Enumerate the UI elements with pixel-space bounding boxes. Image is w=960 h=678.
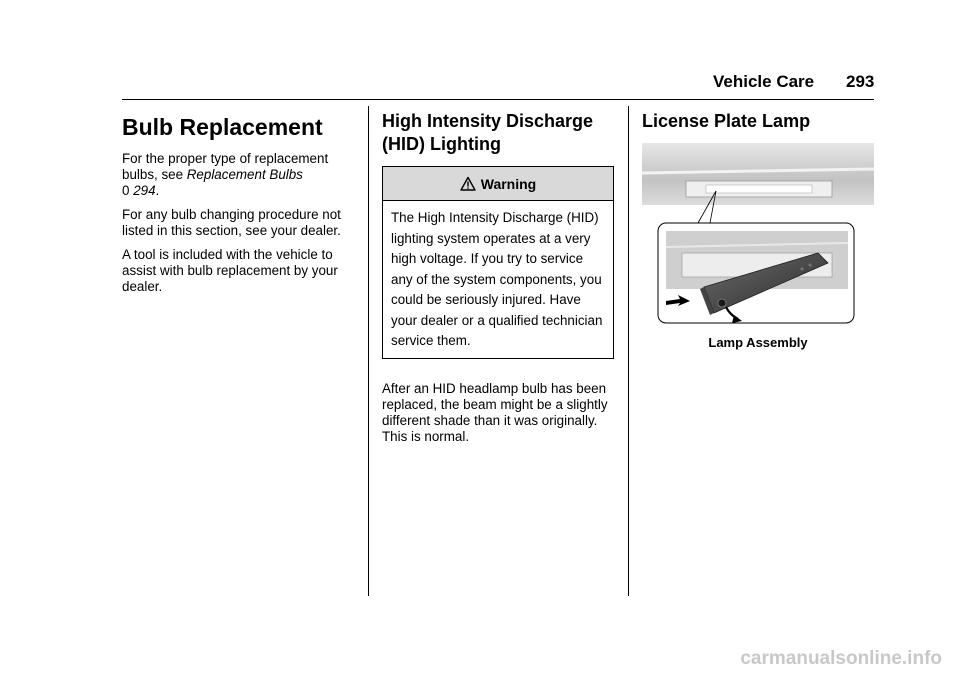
lamp-assembly-illustration — [642, 143, 874, 325]
warning-box — [382, 166, 614, 359]
bulb-type-paragraph — [122, 151, 354, 199]
header-page-number: 293 — [846, 72, 875, 91]
bulb-replacement-heading: Bulb Replacement — [122, 114, 323, 140]
bulb-type-text: For the proper type of replacement bulbs, see — [122, 151, 329, 182]
tool-paragraph: A tool is included with the vehicle to assist with bulb replacement by your dealer. — [122, 247, 338, 294]
warning-header — [383, 167, 613, 201]
watermark: carmanualsonline.info — [740, 648, 942, 669]
replacement-bulbs-link[interactable]: Replacement Bulbs — [186, 167, 303, 182]
column-license-plate-lamp — [642, 110, 874, 350]
warning-text: The High Intensity Discharge (HID) lighting system operates at a very high voltage. If you try to service any of the system components, you could be seriously injured. Have your dealer or a qualified technician service them. — [391, 210, 603, 348]
license-plate-lamp-heading: License Plate Lamp — [642, 111, 811, 131]
header-section-title: Vehicle Care — [713, 72, 815, 91]
column-bulb-replacement — [122, 110, 354, 303]
lamp-assembly-figure — [642, 143, 874, 325]
warning-triangle-icon — [460, 176, 476, 191]
hid-headlamp-paragraph: After an HID headlamp bulb has been replaced, the beam might be a slightly different shade than it was originally. This is normal. — [382, 380, 608, 444]
reference-symbol: 0 — [122, 183, 130, 198]
column-divider-1 — [368, 106, 369, 596]
hid-heading-line2: (HID) Lighting — [382, 134, 501, 154]
bulb-type-end: . — [155, 183, 160, 198]
column-hid-lighting — [382, 110, 614, 453]
hid-heading-line1: High Intensity Discharge — [382, 111, 594, 131]
header-rule — [122, 99, 874, 100]
bulb-procedure-paragraph: For any bulb changing procedure not listed in this section, see your dealer. — [122, 207, 341, 238]
hid-lighting-heading — [382, 110, 614, 156]
reference-page[interactable]: 294 — [133, 183, 156, 198]
column-divider-2 — [628, 106, 629, 596]
warning-title: Warning — [480, 175, 537, 192]
figure-caption: Lamp Assembly — [708, 335, 808, 350]
